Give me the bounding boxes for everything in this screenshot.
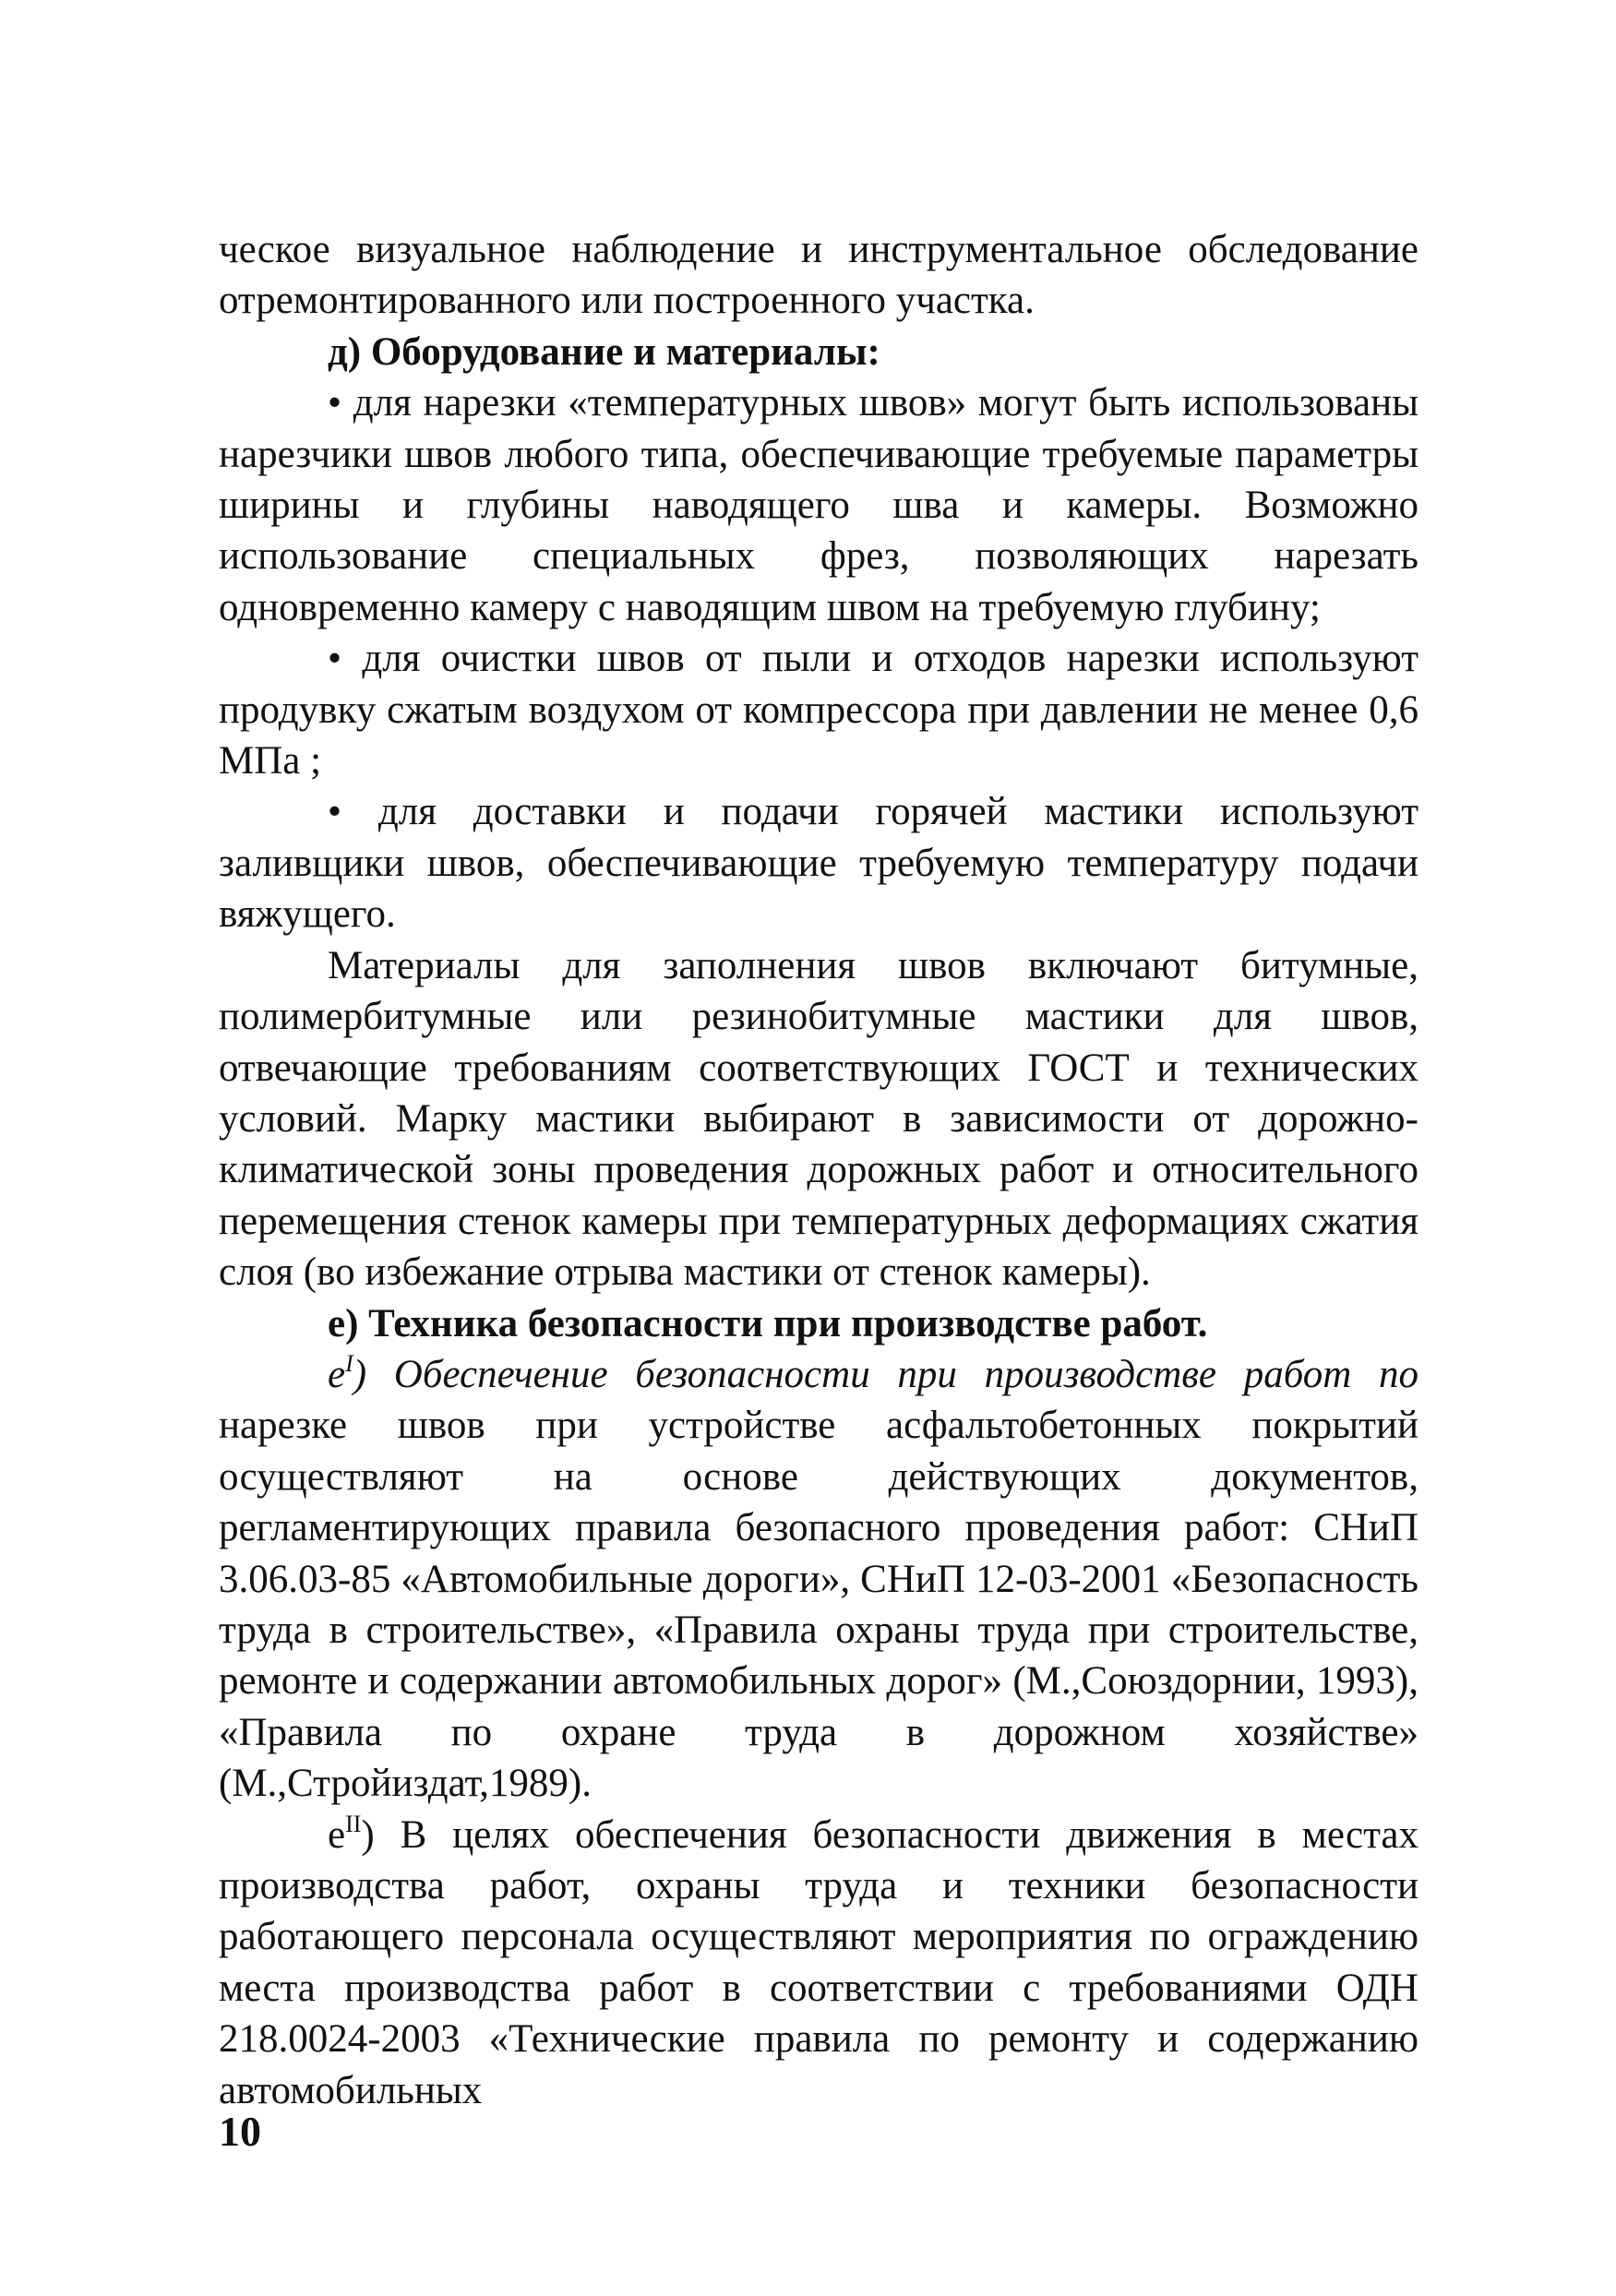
paragraph-e2 [219, 1810, 1418, 2116]
bullet-text: для очистки швов от пыли и отходов нарезки используют продувку сжатым воздухом от компрессора при давлении не менее 0,6 МПа ; [219, 637, 1419, 783]
bullet-item-cutting [219, 377, 1418, 633]
section-e-heading: е) Техника безопасности при производстве работ. [328, 1301, 1208, 1345]
bullet-icon: • [328, 381, 342, 425]
bullet-text: для нарезки «температурных швов» могут быть использованы нарезчики швов любого типа, обеспечивающие требуемые параметры ширины и глубины наводящего шва и камеры. Возможно использование специальных фрез, позволяющих нарезать одновременно камеру с наводящим швом на требуемую глубину; [219, 381, 1419, 629]
materials-paragraph: Материалы для заполнения швов включают битумные, полимербитумные или резинобитумные мастики для швов, отвечающие требованиям соответствующих ГОСТ и технических условий. Марку мастики выбирают в зависимости от дорожно-климатической зоны проведения дорожных работ и относительного перемещения стенок камеры при температурных деформациях сжатия слоя (во избежание отрыва мастики от стенок камеры). [219, 943, 1418, 1295]
bullet-text: для доставки и подачи горячей мастики используют заливщики швов, обеспечивающие требуемую температуру подачи вяжущего. [219, 790, 1419, 937]
bullet-item-pouring [219, 786, 1418, 939]
e1-label: $е^I$) [328, 1349, 367, 1396]
paragraph-e1 [219, 1349, 1418, 1810]
intro-paragraph: ческое визуальное наблюдение и инструментальное обследование отремонтированного или построенного участка. [219, 228, 1418, 323]
section-d-heading: д) Оборудование и материалы: [328, 329, 880, 374]
bullet-icon: • [328, 637, 342, 681]
e1-text: нарезке швов при устройстве асфальтобетонных покрытий осуществляют на основе действующих документов, регламентирующих правила безопасного проведения работ: СНиП 3.06.03-85 «Автомобильные дороги», СНиП 12-03-2001 «Безопасность труда в строительстве», «Правила охраны труда при строительстве, ремонте и содержании автомобильных дорог» (М.,Союздорнии, 1993), «Правила по охране труда в дорожном хозяйстве» (М.,Стройиздат,1989). [219, 1404, 1418, 1806]
page-number: 10 [219, 2108, 261, 2155]
bullet-item-cleaning [219, 633, 1418, 786]
body-text [219, 224, 1418, 2116]
e2-label: $е^{II}$) [328, 1810, 375, 1857]
bullet-icon: • [328, 790, 342, 834]
e2-text: В целях обеспечения безопасности движения в местах производства работ, охраны труда и техники безопасности работающего персонала осуществляют мероприятия по ограждению места производства работ в соответствии с требованиями ОДН 218.0024-2003 «Технические правила по ремонту и содержанию автомобильных [219, 1812, 1418, 2112]
e1-italic-lead: Обеспечение безопасности при производстве работ по [393, 1352, 1418, 1396]
